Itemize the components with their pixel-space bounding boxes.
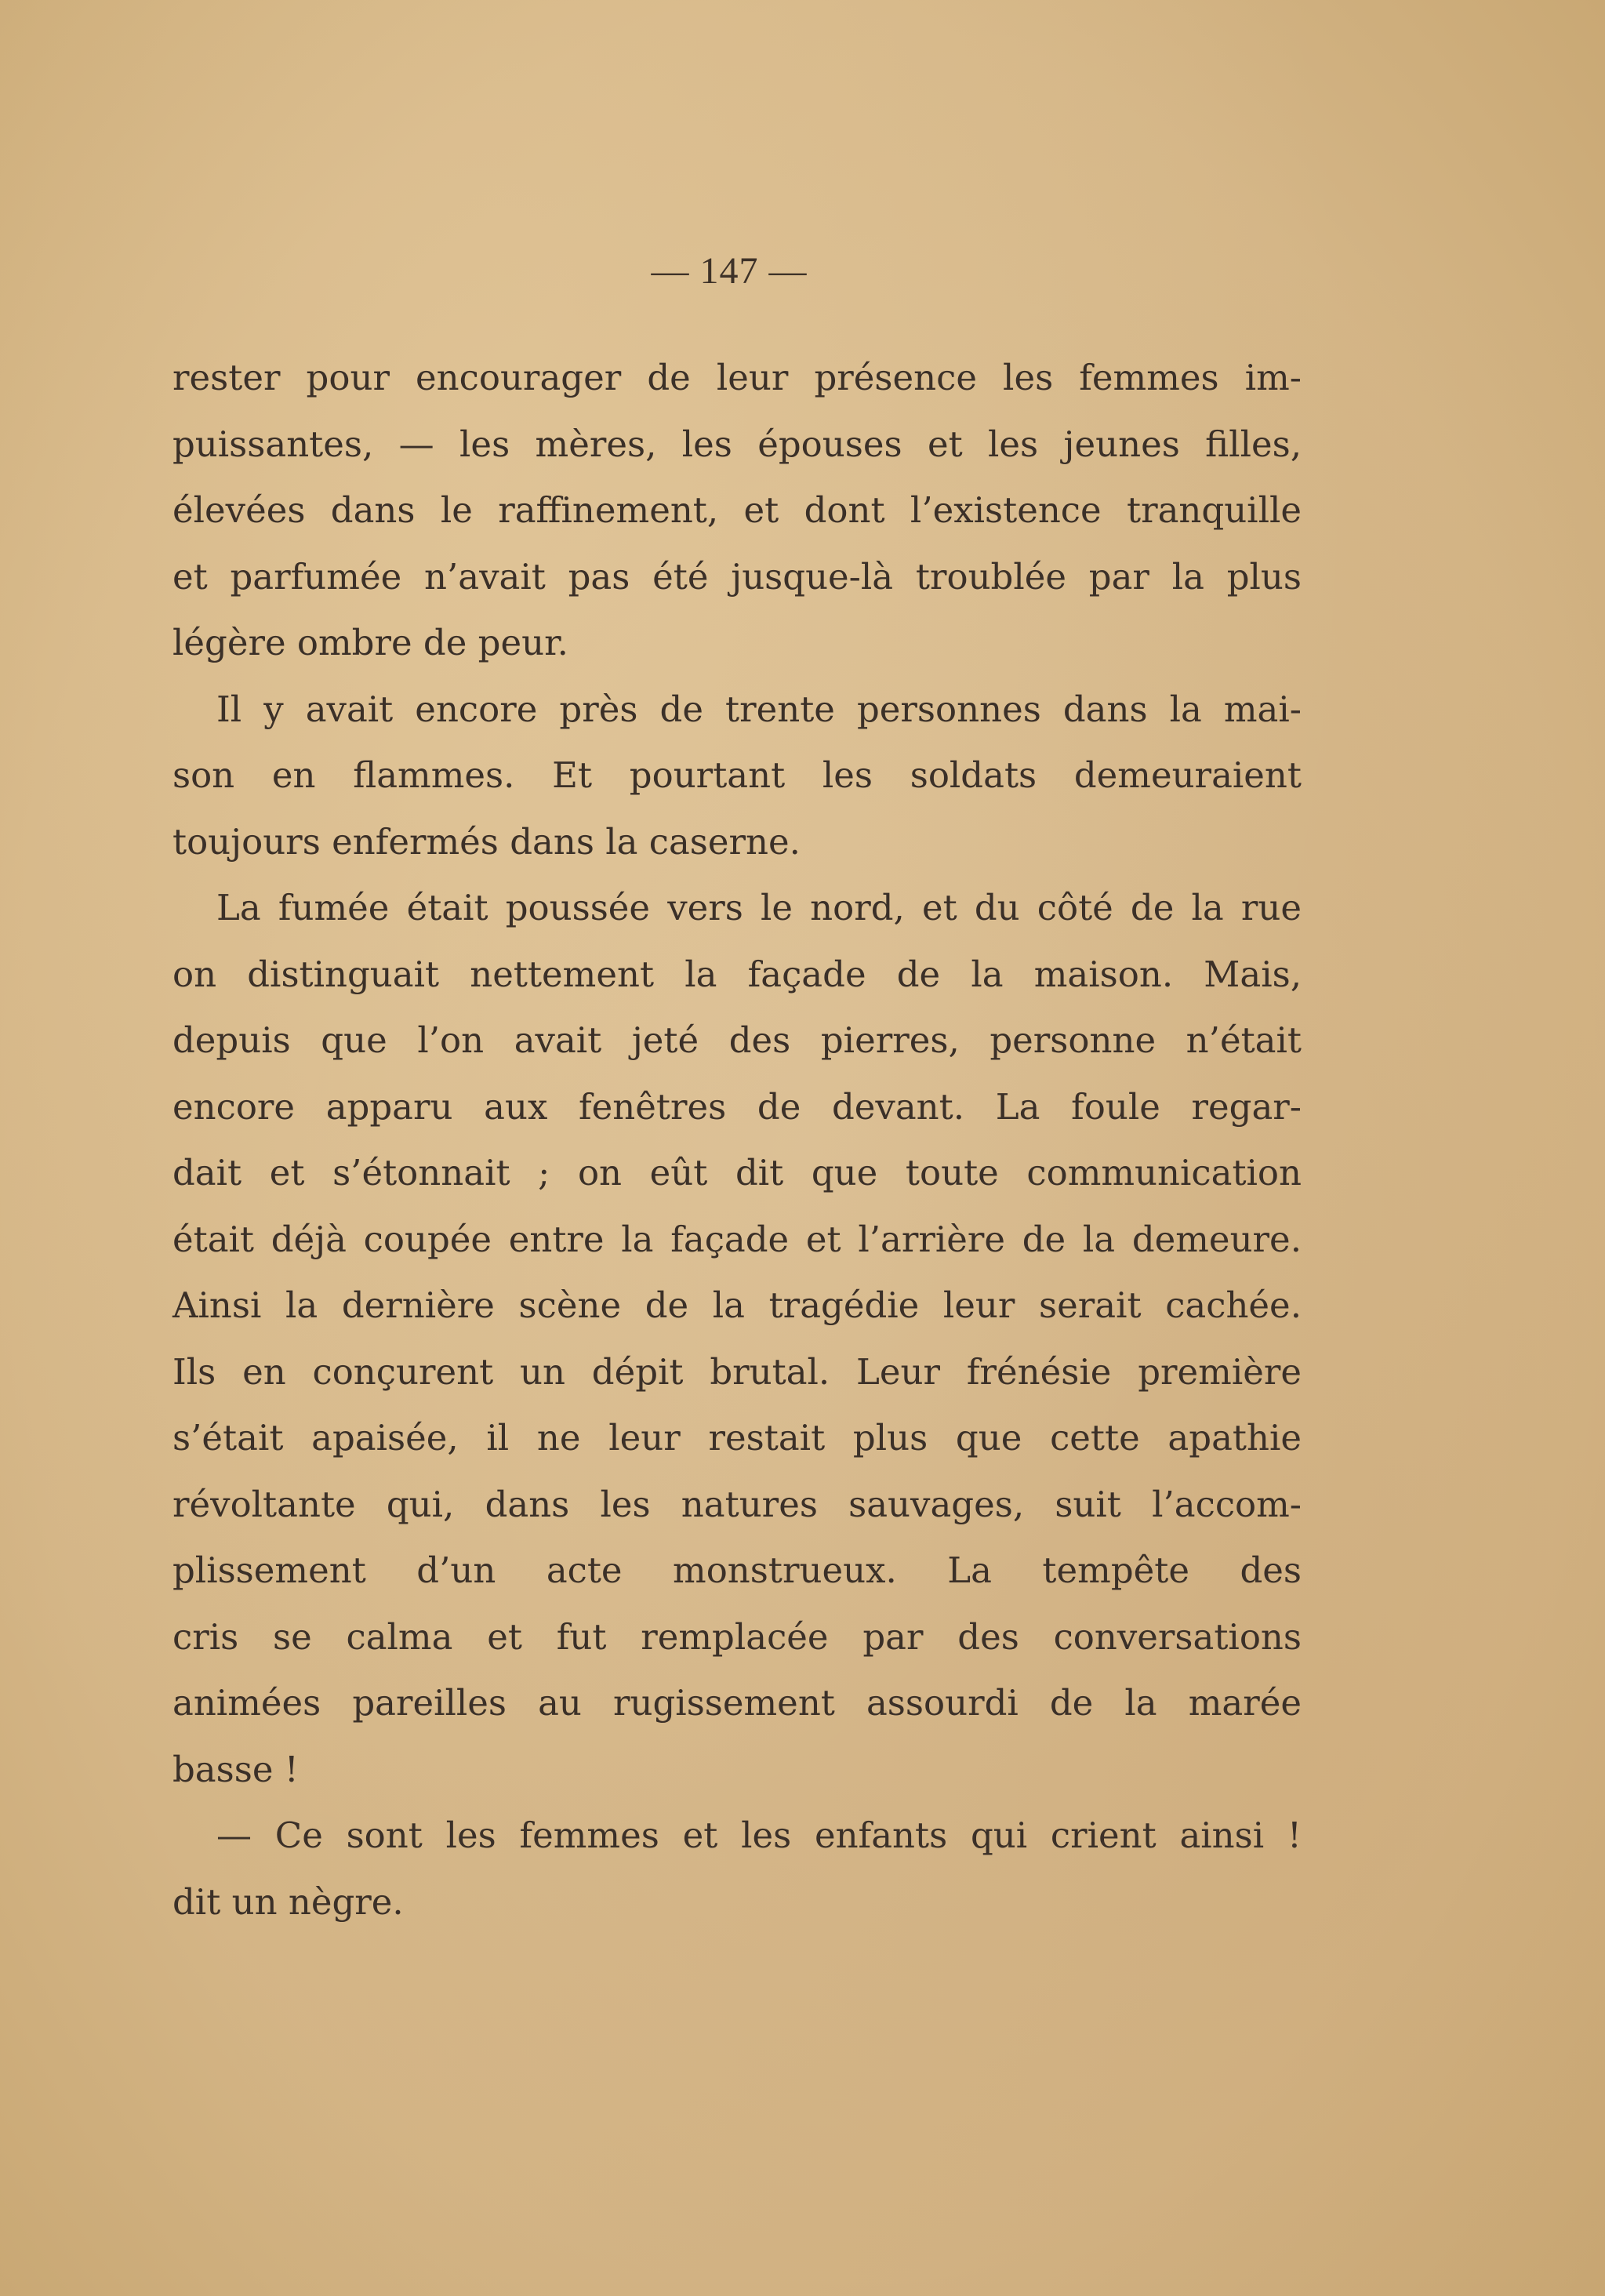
text-line: Il y avait encore près de trente personnes dans la mai- bbox=[216, 688, 1302, 730]
text-line: on distinguait nettement la façade de la maison. Mais, bbox=[172, 953, 1302, 995]
text-line: dit un nègre. bbox=[172, 1880, 404, 1923]
text-line: animées pareilles au rugissement assourdi de la marée bbox=[172, 1682, 1302, 1724]
text-line: cris se calma et fut remplacée par des conversations bbox=[172, 1615, 1302, 1658]
text-line: s’était apaisée, il ne leur restait plus que cette apathie bbox=[172, 1417, 1302, 1459]
text-line: encore apparu aux fenêtres de devant. La foule regar- bbox=[172, 1085, 1302, 1128]
text-line: toujours enfermés dans la caserne. bbox=[172, 820, 801, 863]
text-line: plissement d’un acte monstrueux. La tempête des bbox=[172, 1549, 1302, 1591]
body-text bbox=[172, 345, 1302, 1935]
page-number: — 147 — bbox=[651, 250, 808, 292]
text-line: était déjà coupée entre la façade et l’arrière de la demeure. bbox=[172, 1218, 1302, 1260]
text-line: et parfumée n’avait pas été jusque-là troublée par la plus bbox=[172, 555, 1302, 598]
text-line: Ainsi la dernière scène de la tragédie leur serait cachée. bbox=[172, 1284, 1302, 1326]
text-line: — Ce sont les femmes et les enfants qui crient ainsi ! bbox=[216, 1815, 1302, 1856]
text-line: La fumée était poussée vers le nord, et du côté de la rue bbox=[216, 887, 1302, 928]
text-line: révoltante qui, dans les natures sauvages, suit l’accom- bbox=[172, 1483, 1302, 1525]
text-line: basse ! bbox=[172, 1748, 299, 1790]
text-line: son en flammes. Et pourtant les soldats demeuraient bbox=[172, 754, 1302, 796]
text-line: rester pour encourager de leur présence les femmes im- bbox=[172, 357, 1302, 398]
text-line: légère ombre de peur. bbox=[172, 622, 568, 663]
text-line: Ils en conçurent un dépit brutal. Leur frénésie première bbox=[172, 1350, 1302, 1393]
text-line: depuis que l’on avait jeté des pierres, personne n’était bbox=[172, 1019, 1302, 1061]
text-line: puissantes, — les mères, les épouses et les jeunes filles, bbox=[172, 423, 1302, 465]
text-line: dait et s’étonnait ; on eût dit que toute communication bbox=[172, 1152, 1302, 1193]
text-line: élevées dans le raffinement, et dont l’existence tranquille bbox=[172, 489, 1302, 531]
